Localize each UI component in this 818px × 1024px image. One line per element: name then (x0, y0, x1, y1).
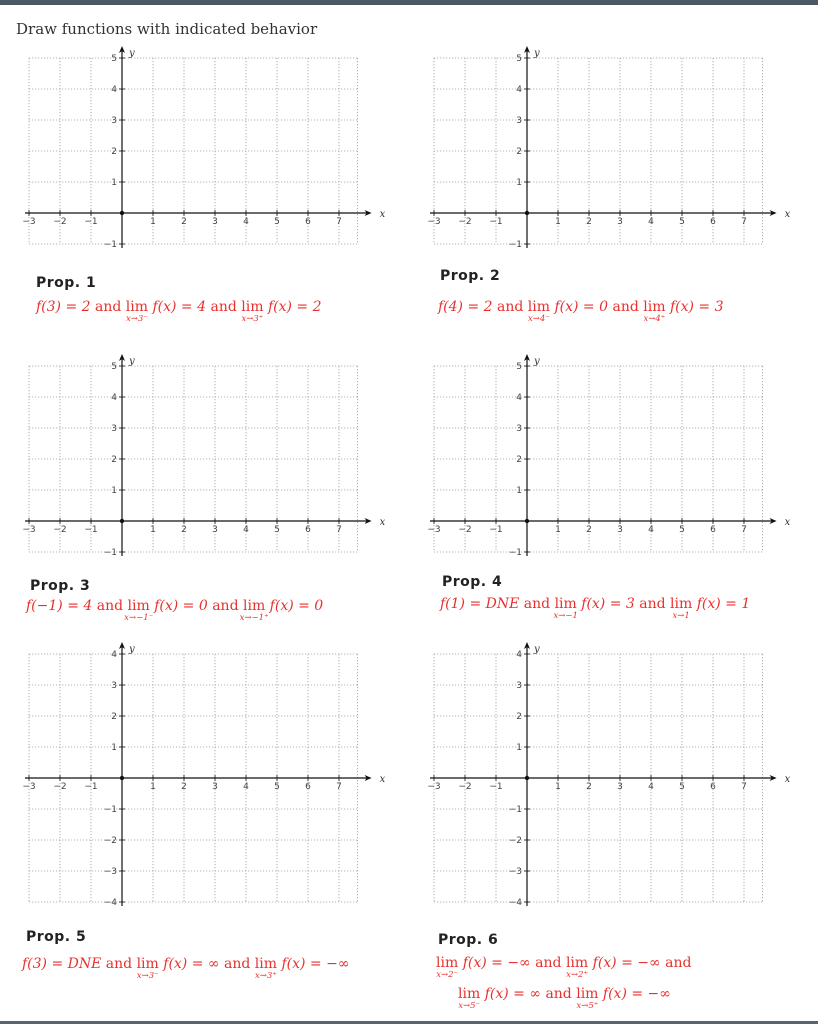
x-tick-label: −3 (22, 782, 36, 792)
y-tick-label: 1 (516, 743, 522, 753)
origin-point (120, 519, 124, 523)
x-tick-label: 6 (305, 525, 311, 535)
x-tick-label: −3 (427, 525, 441, 535)
x-tick-label: 4 (648, 217, 654, 227)
prop-3-label: Prop. 3 (30, 578, 91, 594)
x-tick-label: 1 (555, 217, 561, 227)
graph-prop-3[interactable] (15, 352, 385, 568)
y-tick-label: −4 (103, 898, 117, 908)
y-tick-label: −3 (103, 867, 117, 877)
top-border (0, 0, 818, 5)
x-tick-label: −2 (53, 782, 67, 792)
x-tick-label: 6 (710, 217, 716, 227)
x-tick-label: 3 (617, 217, 623, 227)
y-tick-label: 2 (516, 455, 522, 465)
y-tick-label: 1 (111, 486, 117, 496)
x-tick-label: −2 (53, 217, 67, 227)
y-tick-label: 5 (516, 54, 522, 64)
graph-prop-6[interactable] (420, 640, 790, 918)
y-tick-label: 1 (111, 178, 117, 188)
y-tick-label: −4 (508, 898, 522, 908)
x-tick-label: 3 (212, 217, 218, 227)
coordinate-plane[interactable] (420, 640, 790, 918)
x-tick-label: −1 (84, 217, 98, 227)
prop-4-formula: f(1) = DNE and lim x→−1 f(x) = 3 and lim x→1 f(x) = 1 (440, 596, 751, 621)
x-tick-label: −2 (458, 782, 472, 792)
x-tick-label: −2 (458, 217, 472, 227)
x-tick-label: 3 (212, 782, 218, 792)
coordinate-plane[interactable] (420, 44, 790, 260)
x-axis-label: x (379, 517, 385, 528)
x-tick-label: 2 (586, 525, 592, 535)
y-tick-label: −1 (508, 548, 522, 558)
x-tick-label: 2 (181, 782, 187, 792)
x-tick-label: 7 (336, 782, 342, 792)
prop-6-formula-line-2: lim x→5⁻ f(x) = ∞ and lim x→5⁺ f(x) = −∞ (458, 986, 671, 1011)
y-tick-label: 5 (516, 362, 522, 372)
y-tick-label: 4 (111, 85, 117, 95)
prop-4-label: Prop. 4 (442, 574, 503, 590)
x-tick-label: 1 (555, 782, 561, 792)
x-tick-label: 1 (555, 525, 561, 535)
x-tick-label: 4 (243, 525, 249, 535)
x-tick-label: 6 (305, 217, 311, 227)
x-tick-label: 7 (336, 525, 342, 535)
y-tick-label: 4 (516, 650, 522, 660)
x-tick-label: 7 (741, 525, 747, 535)
y-tick-label: −1 (103, 240, 117, 250)
x-tick-label: −1 (489, 782, 503, 792)
x-tick-label: 5 (679, 525, 685, 535)
y-axis-label: y (129, 48, 135, 59)
x-tick-label: 2 (181, 217, 187, 227)
x-tick-label: −1 (489, 525, 503, 535)
y-tick-label: −2 (103, 836, 117, 846)
prop-1-formula: f(3) = 2 and lim x→3⁻ f(x) = 4 and lim x→3⁺ f(x) = 2 (36, 299, 322, 324)
x-tick-label: −3 (427, 217, 441, 227)
coordinate-plane[interactable] (420, 352, 790, 568)
coordinate-plane[interactable] (15, 44, 385, 260)
x-tick-label: −2 (53, 525, 67, 535)
y-tick-label: 4 (111, 650, 117, 660)
y-tick-label: −2 (508, 836, 522, 846)
graph-prop-4[interactable] (420, 352, 790, 568)
y-tick-label: 3 (516, 681, 522, 691)
x-tick-label: 1 (150, 525, 156, 535)
y-tick-label: −1 (508, 240, 522, 250)
x-tick-label: −3 (22, 217, 36, 227)
y-tick-label: −1 (508, 805, 522, 815)
x-tick-label: 7 (741, 782, 747, 792)
x-tick-label: −3 (427, 782, 441, 792)
x-tick-label: 4 (243, 782, 249, 792)
x-tick-label: 4 (648, 782, 654, 792)
x-tick-label: −1 (84, 782, 98, 792)
y-tick-label: 2 (111, 455, 117, 465)
y-tick-label: −3 (508, 867, 522, 877)
origin-point (525, 776, 529, 780)
y-tick-label: 3 (111, 424, 117, 434)
graph-prop-1[interactable] (15, 44, 385, 260)
y-tick-label: 2 (111, 147, 117, 157)
x-tick-label: 4 (243, 217, 249, 227)
x-axis-label: x (784, 774, 790, 785)
y-tick-label: 3 (516, 424, 522, 434)
x-tick-label: 6 (305, 782, 311, 792)
graph-prop-5[interactable] (15, 640, 385, 918)
x-tick-label: 5 (274, 782, 280, 792)
x-tick-label: 5 (679, 782, 685, 792)
page-title: Draw functions with indicated behavior (16, 20, 318, 38)
y-tick-label: −1 (103, 548, 117, 558)
y-axis-label: y (534, 48, 540, 59)
y-axis-label: y (534, 644, 540, 655)
y-axis-label: y (129, 356, 135, 367)
prop-2-formula: f(4) = 2 and lim x→4⁻ f(x) = 0 and lim x→4⁺ f(x) = 3 (438, 299, 724, 324)
x-axis-label: x (379, 209, 385, 220)
prop-5-formula: f(3) = DNE and lim x→3⁻ f(x) = ∞ and lim x→3⁺ f(x) = −∞ (22, 956, 350, 981)
y-tick-label: 4 (516, 85, 522, 95)
x-tick-label: 1 (150, 217, 156, 227)
origin-point (120, 776, 124, 780)
prop-6-formula-line-1: lim x→2⁻ f(x) = −∞ and lim x→2⁺ f(x) = −∞ and (436, 955, 692, 980)
coordinate-plane[interactable] (15, 352, 385, 568)
y-tick-label: 5 (111, 54, 117, 64)
origin-point (525, 519, 529, 523)
x-tick-label: 5 (274, 525, 280, 535)
y-axis-label: y (129, 644, 135, 655)
x-tick-label: 2 (181, 525, 187, 535)
y-tick-label: 3 (111, 116, 117, 126)
prop-2-label: Prop. 2 (440, 268, 501, 284)
y-tick-label: −1 (103, 805, 117, 815)
y-tick-label: 3 (111, 681, 117, 691)
prop-3-formula: f(−1) = 4 and lim x→−1⁻ f(x) = 0 and lim x→−1⁺ f(x) = 0 (26, 598, 324, 623)
x-tick-label: −2 (458, 525, 472, 535)
y-tick-label: 4 (516, 393, 522, 403)
prop-6-label: Prop. 6 (438, 932, 499, 948)
y-tick-label: 3 (516, 116, 522, 126)
x-tick-label: 5 (274, 217, 280, 227)
prop-1-label: Prop. 1 (36, 275, 97, 291)
y-axis-label: y (534, 356, 540, 367)
x-tick-label: 7 (741, 217, 747, 227)
x-tick-label: 5 (679, 217, 685, 227)
origin-point (525, 211, 529, 215)
x-tick-label: 6 (710, 782, 716, 792)
x-tick-label: 7 (336, 217, 342, 227)
x-tick-label: −1 (489, 217, 503, 227)
x-tick-label: 6 (710, 525, 716, 535)
y-tick-label: 4 (111, 393, 117, 403)
x-axis-label: x (379, 774, 385, 785)
x-tick-label: 3 (617, 782, 623, 792)
x-tick-label: 1 (150, 782, 156, 792)
origin-point (120, 211, 124, 215)
x-tick-label: −3 (22, 525, 36, 535)
x-tick-label: 3 (212, 525, 218, 535)
y-tick-label: 2 (516, 712, 522, 722)
y-tick-label: 5 (111, 362, 117, 372)
x-axis-label: x (784, 209, 790, 220)
coordinate-plane[interactable] (15, 640, 385, 918)
x-tick-label: 4 (648, 525, 654, 535)
y-tick-label: 2 (111, 712, 117, 722)
y-tick-label: 2 (516, 147, 522, 157)
x-tick-label: 2 (586, 217, 592, 227)
prop-5-label: Prop. 5 (26, 929, 87, 945)
x-tick-label: 2 (586, 782, 592, 792)
graph-prop-2[interactable] (420, 44, 790, 260)
y-tick-label: 1 (111, 743, 117, 753)
y-tick-label: 1 (516, 486, 522, 496)
y-tick-label: 1 (516, 178, 522, 188)
x-tick-label: −1 (84, 525, 98, 535)
x-tick-label: 3 (617, 525, 623, 535)
x-axis-label: x (784, 517, 790, 528)
